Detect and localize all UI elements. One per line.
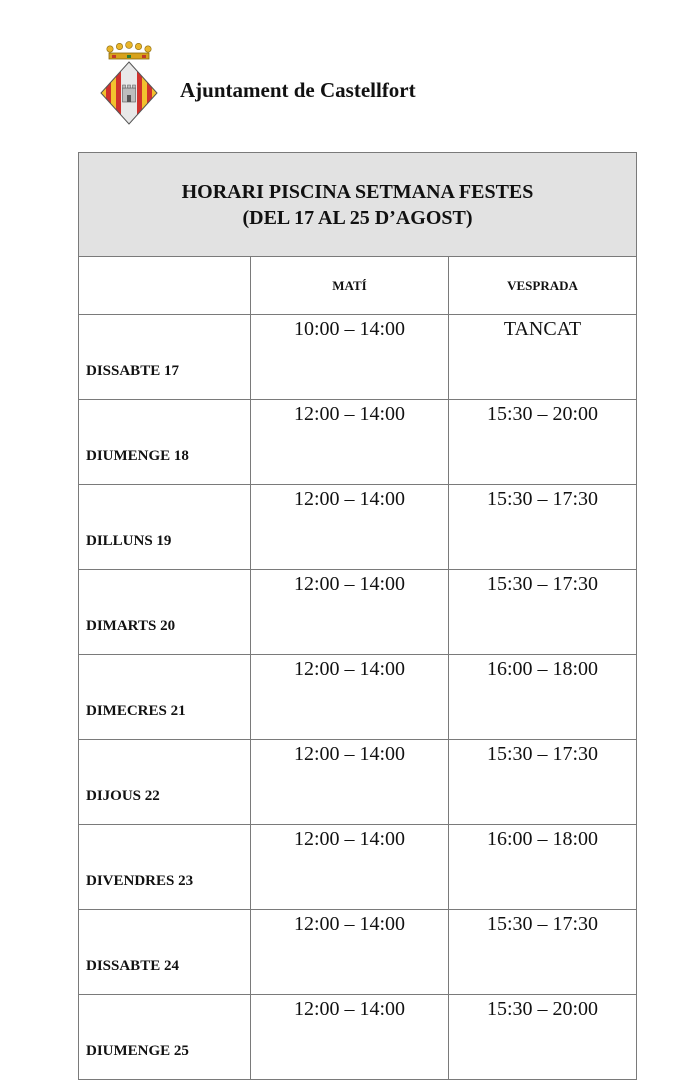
afternoon-hours: 15:30 – 20:00	[449, 400, 637, 485]
crown	[107, 42, 151, 59]
column-header-blank	[79, 257, 251, 315]
table-row	[79, 825, 637, 910]
morning-hours: 12:00 – 14:00	[251, 910, 449, 995]
column-header-morning: MATÍ	[251, 257, 449, 315]
schedule-title	[79, 153, 637, 257]
coat-of-arms-icon	[100, 40, 158, 126]
afternoon-hours: 15:30 – 17:30	[449, 485, 637, 570]
day-label: DIJOUS 22	[79, 740, 251, 825]
day-label: DISSABTE 24	[79, 910, 251, 995]
day-label: DIVENDRES 23	[79, 825, 251, 910]
column-header-afternoon: VESPRADA	[449, 257, 637, 315]
table-row	[79, 315, 637, 400]
morning-hours: 12:00 – 14:00	[251, 400, 449, 485]
table-row	[79, 485, 637, 570]
letterhead	[100, 40, 620, 130]
afternoon-hours: 15:30 – 20:00	[449, 995, 637, 1080]
table-row	[79, 740, 637, 825]
organization-name: Ajuntament de Castellfort	[180, 78, 416, 102]
afternoon-hours: 15:30 – 17:30	[449, 740, 637, 825]
title-line-2: (DEL 17 AL 25 D’AGOST)	[242, 206, 473, 229]
day-label: DIMARTS 20	[79, 570, 251, 655]
castle	[123, 85, 136, 102]
morning-hours: 12:00 – 14:00	[251, 655, 449, 740]
morning-hours: 12:00 – 14:00	[251, 570, 449, 655]
title-row	[79, 153, 637, 257]
day-label: DIUMENGE 25	[79, 995, 251, 1080]
afternoon-hours: 16:00 – 18:00	[449, 825, 637, 910]
day-label: DIUMENGE 18	[79, 400, 251, 485]
day-label: DILLUNS 19	[79, 485, 251, 570]
afternoon-hours: 16:00 – 18:00	[449, 655, 637, 740]
morning-hours: 12:00 – 14:00	[251, 485, 449, 570]
afternoon-hours: 15:30 – 17:30	[449, 910, 637, 995]
morning-hours: 12:00 – 14:00	[251, 740, 449, 825]
morning-hours: 12:00 – 14:00	[251, 995, 449, 1080]
morning-hours: 12:00 – 14:00	[251, 825, 449, 910]
table-row	[79, 910, 637, 995]
pool-schedule-table	[78, 152, 637, 1080]
table-row	[79, 655, 637, 740]
title-line-1: HORARI PISCINA SETMANA FESTES	[181, 180, 534, 203]
table-row	[79, 995, 637, 1080]
morning-hours: 10:00 – 14:00	[251, 315, 449, 400]
day-label: DIMECRES 21	[79, 655, 251, 740]
day-label: DISSABTE 17	[79, 315, 251, 400]
afternoon-hours: 15:30 – 17:30	[449, 570, 637, 655]
column-header-row	[79, 257, 637, 315]
table-row	[79, 570, 637, 655]
afternoon-hours: TANCAT	[449, 315, 637, 400]
table-row	[79, 400, 637, 485]
